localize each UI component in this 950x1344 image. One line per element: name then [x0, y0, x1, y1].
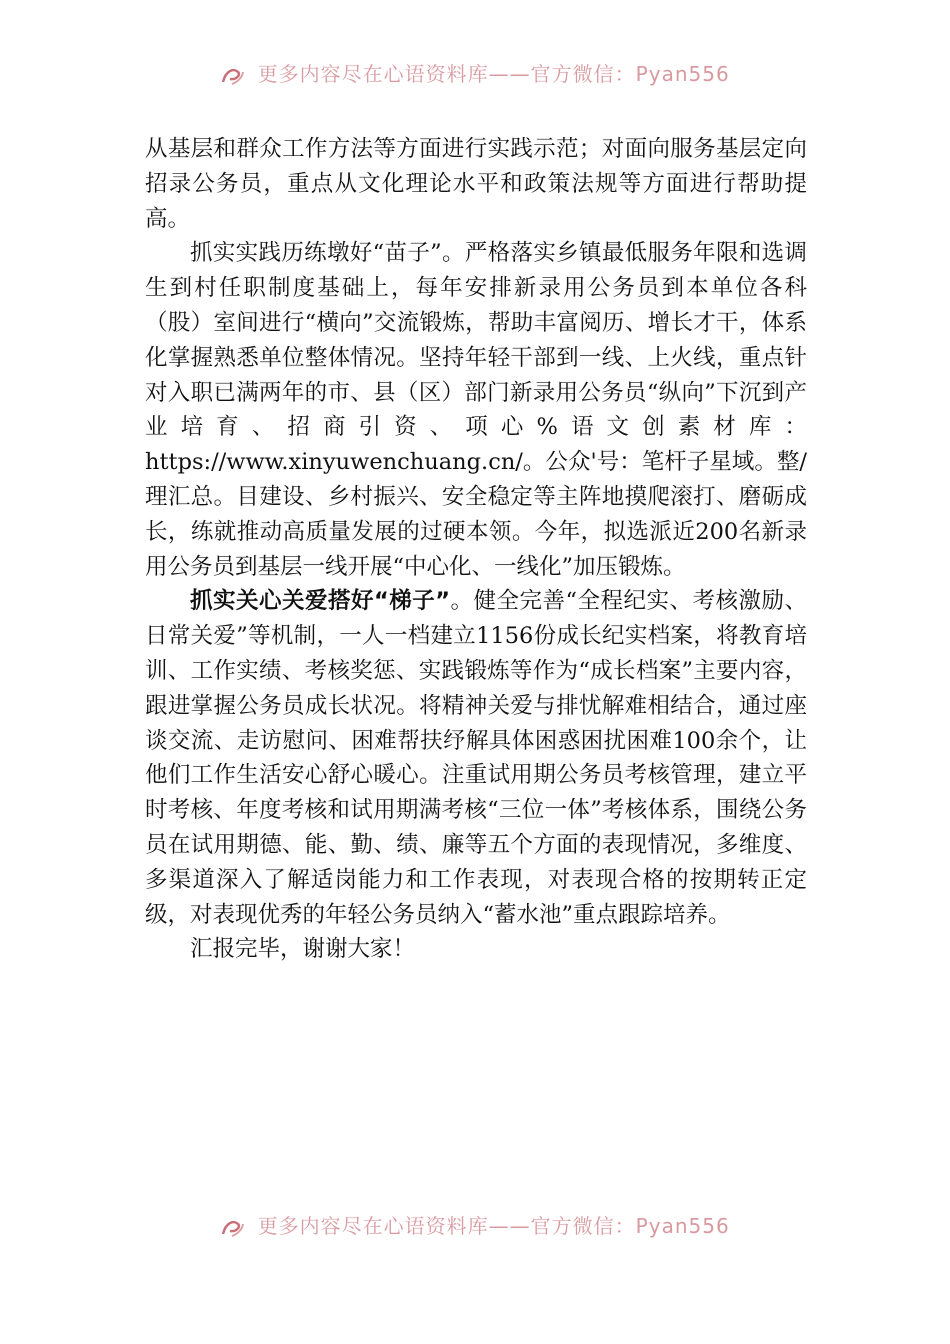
paragraph-4: [145, 932, 807, 967]
document-body: [145, 132, 807, 967]
paragraph-1: [145, 132, 807, 236]
header-watermark: [0, 58, 950, 87]
watermark-text: 更多内容尽在心语资料库——官方微信：Pyan556: [257, 1214, 730, 1238]
paragraph-4-text: 汇报完毕，谢谢大家！: [190, 936, 416, 963]
paragraph-2: [145, 236, 807, 584]
watermark-text: 更多内容尽在心语资料库——官方微信：Pyan556: [257, 62, 730, 86]
footer-watermark: [0, 1210, 950, 1239]
paragraph-3-heading: 抓实关心关爱搭好“梯子”: [190, 588, 451, 615]
logo-icon: [220, 66, 246, 86]
paragraph-2-text: 抓实实践历练墩好“苗子”。严格落实乡镇最低服务年限和选调生到村任职制度基础上，每年安排新录用公务员到本单位各科（股）室间进行“横向”交流锻炼，帮助丰富阅历、增长才干，体系化掌握熟悉单位整体情况。坚持年轻干部到一线、上火线，重点针对入职已满两年的市、县（区）部门新录用公务员“纵向”下沉到产业培育、招商引资、项心%语文创素材库：https://www.xinyuwenchuang.cn/。公众'号：笔杆子星域。整/理汇总。目建设、乡村振兴、安全稳定等主阵地摸爬滚打、磨砺成长，练就推动高质量发展的过硬本领。今年，拟选派近200名新录用公务员到基层一线开展“中心化、一线化”加压锻炼。: [145, 240, 807, 580]
logo-icon: [220, 1218, 246, 1238]
paragraph-3: [145, 584, 807, 932]
paragraph-3-text: 。健全完善“全程纪实、考核激励、日常关爱”等机制，一人一档建立1156份成长纪实档案，将教育培训、工作实绩、考核奖惩、实践锻炼等作为“成长档案”主要内容，跟进掌握公务员成长状况。将精神关爱与排忧解难相结合，通过座谈交流、走访慰问、困难帮扶纾解具体困惑困扰困难100余个，让他们工作生活安心舒心暖心。注重试用期公务员考核管理，建立平时考核、年度考核和试用期满考核“三位一体”考核体系，围绕公务员在试用期德、能、勤、绩、廉等五个方面的表现情况，多维度、多渠道深入了解适岗能力和工作表现，对表现合格的按期转正定级，对表现优秀的年轻公务员纳入“蓄水池”重点跟踪培养。: [145, 588, 807, 928]
paragraph-1-text: 从基层和群众工作方法等方面进行实践示范；对面向服务基层定向招录公务员，重点从文化理论水平和政策法规等方面进行帮助提高。: [145, 136, 807, 232]
